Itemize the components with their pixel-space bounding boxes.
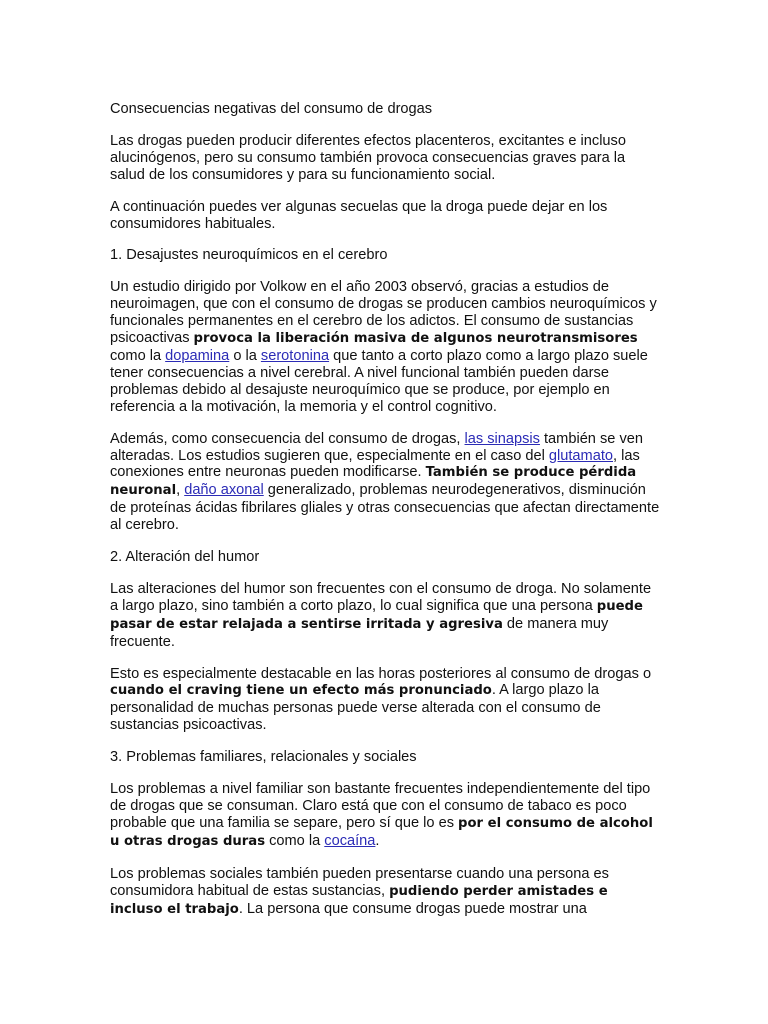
section-1-heading: 1. Desajustes neuroquímicos en el cerebro xyxy=(110,247,388,264)
link-serotonina[interactable]: serotonina xyxy=(260,347,330,364)
section-3-paragraph-1 xyxy=(110,781,660,851)
text-run: también se ven alteradas. Los estudios sugieren que, especialmente en el caso del xyxy=(110,430,643,464)
bold-text: puede pasar de estar relajada a sentirse irritada y agresiva xyxy=(110,598,643,632)
section-3-paragraph-2 xyxy=(110,866,660,919)
intro-paragraph-2: A continuación puedes ver algunas secuelas que la droga puede dejar en los consumidores habituales. xyxy=(110,198,608,232)
intro-paragraph-1: Las drogas pueden producir diferentes efectos placenteros, excitantes e incluso alucinógenos, pero su consumo también provoca consecuencias graves para la salud de los consumidores y para su funcionamiento social. xyxy=(110,132,626,183)
link-cocaina[interactable]: cocaína xyxy=(324,832,376,849)
bold-text: provoca la liberación masiva de algunos neurotransmisores xyxy=(193,331,638,347)
text-run: como la xyxy=(265,832,325,849)
text-run: Además, como consecuencia del consumo de drogas, xyxy=(110,430,465,447)
text-run: , las conexiones entre neuronas pueden modificarse. xyxy=(110,447,640,481)
section-3-heading: 3. Problemas familiares, relacionales y sociales xyxy=(110,749,417,766)
text-run: . xyxy=(375,832,380,849)
text-run: , xyxy=(176,482,185,499)
document-title: Consecuencias negativas del consumo de drogas xyxy=(110,101,433,117)
text-run: generalizado, problemas neurodegenerativos, disminución de proteínas ácidas fibrilares gliales y otras consecuencias que afectan directamente al cerebro. xyxy=(110,482,660,534)
text-run: Las alteraciones del humor son frecuentes con el consumo de droga. No solamente a largo plazo, sino también a corto plazo, lo cual significa que una persona xyxy=(110,580,652,614)
link-dopamina[interactable]: dopamina xyxy=(165,347,230,364)
text-run: que tanto a corto plazo como a largo plazo suele tener consecuencias a nivel cerebral. A nivel funcional también pueden darse problemas debido al desajuste neuroquímico que se produce, por ejemplo en referencia a la motivación, la memoria y el control cognitivo. xyxy=(110,347,648,415)
text-run: Los problemas a nivel familiar son bastante frecuentes independientemente del tipo de drogas que se consuman. Claro está que con el consumo de tabaco es poco probable que una familia se separe, pero sí que lo es xyxy=(110,781,651,831)
text-run: Los problemas sociales también pueden presentarse cuando una persona es consumidora habitual de estas sustancias, xyxy=(110,865,609,899)
bold-text: También se produce pérdida neuronal xyxy=(110,465,637,499)
bold-text: por el consumo de alcohol u otras drogas duras xyxy=(110,815,653,849)
text-run: o la xyxy=(229,347,261,364)
text-run: Un estudio dirigido por Volkow en el año 2003 observó, gracias a estudios de neuroimagen, que con el consumo de drogas se producen cambios neuroquímicos y funcionales permanentes en el cerebro de los adictos. El consumo de sustancias psicoactivas xyxy=(110,279,657,347)
link-dano-axonal[interactable]: daño axonal xyxy=(184,482,264,499)
document-page xyxy=(110,101,660,933)
bold-text: pudiendo perder amistades e incluso el trabajo xyxy=(110,883,608,917)
text-run: de manera muy frecuente. xyxy=(110,615,609,650)
text-run: . La persona que consume drogas puede mostrar una xyxy=(238,900,587,917)
text-run: como la xyxy=(110,347,166,364)
section-1-paragraph-2 xyxy=(110,431,660,534)
bold-text: cuando el craving tiene un efecto más pronunciado xyxy=(110,683,492,699)
text-run: . A largo plazo la personalidad de muchas personas puede verse alterada con el consumo de sustancias psicoactivas. xyxy=(110,682,601,734)
link-las-sinapsis[interactable]: las sinapsis xyxy=(464,430,540,447)
section-2-paragraph-2 xyxy=(110,666,660,735)
section-1-paragraph-1 xyxy=(110,279,660,415)
link-glutamato[interactable]: glutamato xyxy=(548,447,613,464)
section-2-paragraph-1 xyxy=(110,581,660,651)
text-run: Esto es especialmente destacable en las horas posteriores al consumo de drogas o xyxy=(110,665,652,682)
section-2-heading: 2. Alteración del humor xyxy=(110,549,260,566)
